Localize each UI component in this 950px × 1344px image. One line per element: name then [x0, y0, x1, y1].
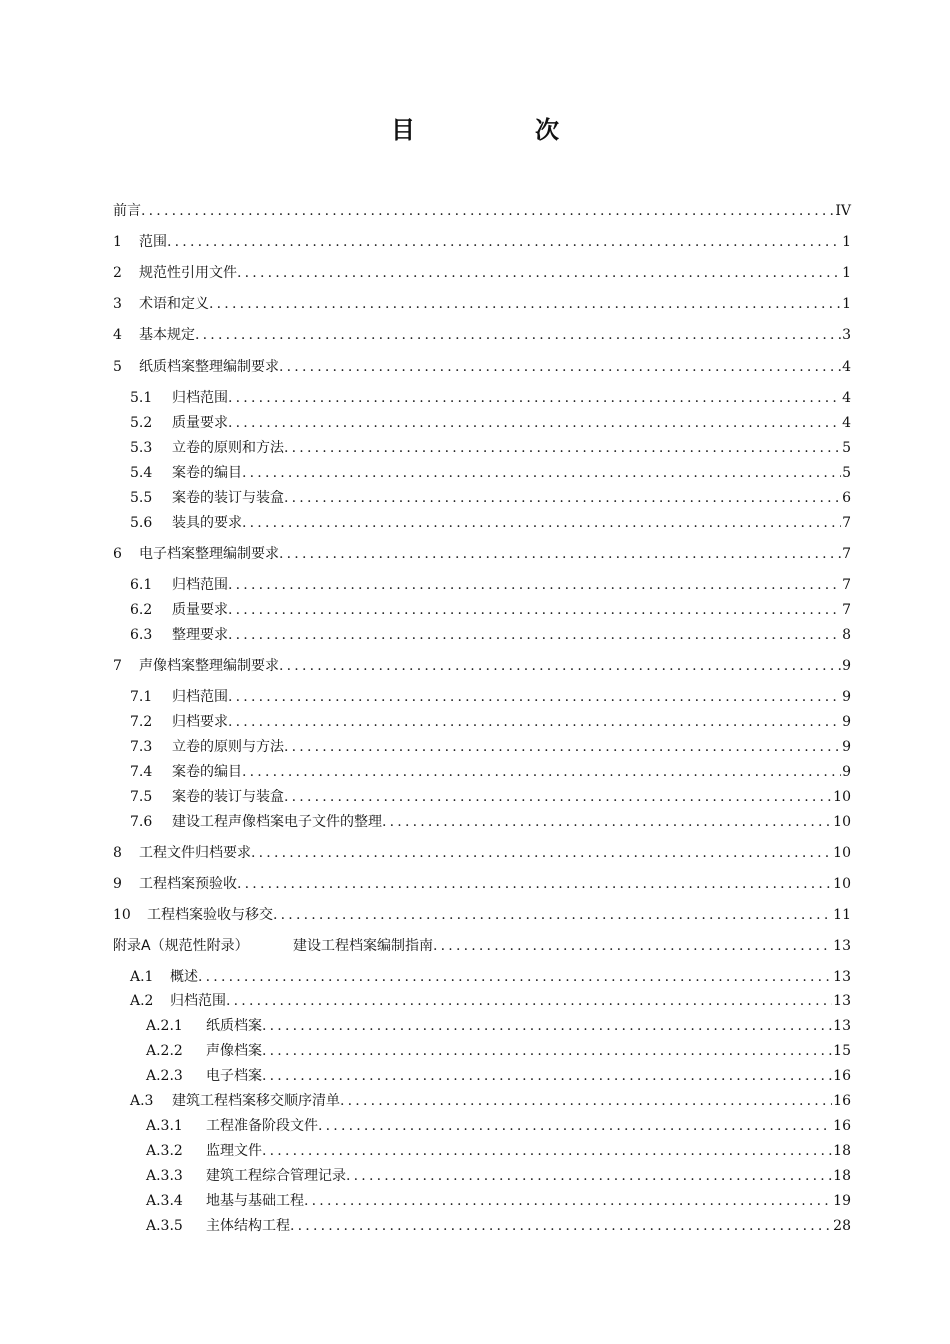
- toc-entry-page: 7: [842, 515, 851, 531]
- toc-entry-number: A.2: [130, 993, 154, 1009]
- toc-entry-page: 10: [833, 814, 851, 830]
- toc-leader-dots: [242, 761, 841, 783]
- toc-entry-page: 19: [833, 1193, 851, 1209]
- toc-entry-number: 7.5: [130, 789, 153, 805]
- toc-entry-number: 5.2: [130, 415, 153, 431]
- toc-entry-page: 6: [842, 490, 851, 506]
- toc-entry-title: 术语和定义: [139, 296, 209, 312]
- toc-leader-dots: [195, 324, 841, 346]
- toc-entry-number: 7.2: [130, 714, 153, 730]
- toc-leader-dots: [251, 842, 832, 864]
- toc-entry-title: 地基与基础工程: [206, 1193, 304, 1209]
- toc-leader-dots: [262, 1040, 832, 1062]
- toc-leader-dots: [382, 811, 832, 833]
- toc-entry-3[interactable]: [113, 293, 851, 315]
- toc-leader-dots: [284, 736, 841, 758]
- toc-entry-number: 9: [113, 876, 122, 892]
- toc-entry-title: 声像档案: [206, 1043, 262, 1059]
- toc-entry-appendix-a[interactable]: [113, 935, 851, 957]
- toc-entry-number: 附录A（规范性附录）: [113, 938, 249, 954]
- toc-entry-title: 建筑工程档案移交顺序清单: [172, 1093, 340, 1109]
- toc-entry-number: 5.3: [130, 440, 153, 456]
- toc-entry-page: 10: [833, 845, 851, 861]
- toc-entry-title: 归档要求: [172, 714, 228, 730]
- toc-entry-number: A.3.3: [146, 1168, 183, 1184]
- toc-entry-title: 规范性引用文件: [139, 265, 237, 281]
- toc-entry-title: 主体结构工程: [206, 1218, 290, 1234]
- toc-entry-page: 3: [842, 327, 851, 343]
- toc-entry-a-3-4[interactable]: [113, 1190, 851, 1212]
- toc-entry-page: 5: [842, 465, 851, 481]
- toc-entry-title: 基本规定: [139, 327, 195, 343]
- toc-entry-page: 11: [833, 907, 851, 923]
- toc-entry-number: 10: [113, 907, 131, 923]
- toc-leader-dots: [279, 655, 841, 677]
- toc-entry-preface[interactable]: [113, 200, 851, 222]
- toc-entry-title: 范围: [139, 234, 167, 250]
- toc-leader-dots: [279, 543, 841, 565]
- toc-entry-page: 16: [833, 1093, 851, 1109]
- toc-entry-title: 归档范围: [172, 390, 228, 406]
- toc-entry-page: 16: [833, 1068, 851, 1084]
- toc-entry-page: 7: [842, 602, 851, 618]
- toc-leader-dots: [346, 1165, 832, 1187]
- toc-leader-dots: [198, 966, 832, 988]
- toc-entry-number: A.3.5: [146, 1218, 183, 1234]
- toc-entry-page: 18: [833, 1143, 851, 1159]
- toc-entry-10[interactable]: [113, 904, 851, 926]
- toc-entry-title: 电子档案整理编制要求: [139, 546, 279, 562]
- toc-leader-dots: [284, 487, 841, 509]
- toc-entry-a-1[interactable]: [113, 966, 851, 988]
- toc-entry-number: 6.3: [130, 627, 153, 643]
- toc-entry-title: 工程文件归档要求: [139, 845, 251, 861]
- toc-entry-6-3[interactable]: [113, 624, 851, 646]
- toc-leader-dots: [228, 624, 841, 646]
- toc-leader-dots: [242, 512, 841, 534]
- toc-entry-number: A.3.1: [146, 1118, 183, 1134]
- toc-leader-dots: [228, 387, 841, 409]
- toc-entry-number: 5.6: [130, 515, 153, 531]
- toc-leader-dots: [209, 293, 841, 315]
- toc-entry-8[interactable]: [113, 842, 851, 864]
- toc-entry-title: 建筑工程综合管理记录: [206, 1168, 346, 1184]
- toc-leader-dots: [279, 356, 841, 378]
- toc-entry-page: 9: [842, 714, 851, 730]
- toc-entry-5-6[interactable]: [113, 512, 851, 534]
- toc-entry-number: 3: [113, 296, 122, 312]
- toc-entry-a-2[interactable]: [113, 990, 851, 1012]
- toc-entry-page: 9: [842, 764, 851, 780]
- toc-leader-dots: [228, 412, 841, 434]
- toc-entry-7-4[interactable]: [113, 761, 851, 783]
- toc-entry-number: 2: [113, 265, 122, 281]
- toc-leader-dots: [340, 1090, 832, 1112]
- toc-entry-a-3-2[interactable]: [113, 1140, 851, 1162]
- toc-entry-number: 6: [113, 546, 122, 562]
- toc-entry-title: 案卷的编目: [172, 764, 242, 780]
- toc-entry-7-5[interactable]: [113, 786, 851, 808]
- toc-entry-5-3[interactable]: [113, 437, 851, 459]
- toc-entry-number: 5.5: [130, 490, 153, 506]
- toc-entry-page: 9: [842, 658, 851, 674]
- toc-leader-dots: [228, 686, 841, 708]
- toc-entry-title: 整理要求: [172, 627, 228, 643]
- toc-entry-title: 案卷的编目: [172, 465, 242, 481]
- toc-entry-page: 4: [842, 390, 851, 406]
- toc-entry-title: 电子档案: [206, 1068, 262, 1084]
- toc-entry-number: 6.2: [130, 602, 153, 618]
- toc-entry-number: A.3: [130, 1093, 154, 1109]
- toc-entry-number: A.1: [130, 969, 154, 985]
- toc-entry-title: 案卷的装订与装盒: [172, 490, 284, 506]
- toc-leader-dots: [167, 231, 841, 253]
- toc-entry-title: 纸质档案: [206, 1018, 262, 1034]
- toc-entry-number: 6.1: [130, 577, 153, 593]
- toc-entry-title: 归档范围: [172, 577, 228, 593]
- toc-entry-title: 归档范围: [172, 689, 228, 705]
- toc-entry-page: 1: [842, 296, 851, 312]
- toc-entry-5-1[interactable]: [113, 387, 851, 409]
- toc-entry-number: A.2.2: [146, 1043, 183, 1059]
- toc-entry-page: 10: [833, 789, 851, 805]
- toc-leader-dots: [237, 873, 832, 895]
- toc-entry-title: 质量要求: [172, 415, 228, 431]
- toc-leader-dots: [284, 786, 832, 808]
- toc-entry-number: 8: [113, 845, 122, 861]
- toc-entry-number: A.3.4: [146, 1193, 183, 1209]
- toc-leader-dots: [262, 1065, 832, 1087]
- toc-entry-number: 7.3: [130, 739, 153, 755]
- toc-leader-dots: [226, 990, 832, 1012]
- toc-entry-page: 9: [842, 739, 851, 755]
- toc-entry-number: A.2.1: [146, 1018, 183, 1034]
- toc-entry-page: 7: [842, 546, 851, 562]
- toc-leader-dots: [284, 437, 841, 459]
- toc-leader-dots: [262, 1015, 832, 1037]
- toc-leader-dots: [141, 200, 834, 222]
- toc-entry-number: A.2.3: [146, 1068, 183, 1084]
- toc-entry-title: 声像档案整理编制要求: [139, 658, 279, 674]
- toc-leader-dots: [262, 1140, 832, 1162]
- toc-entry-page: 10: [833, 876, 851, 892]
- toc-entry-page: 1: [842, 234, 851, 250]
- toc-entry-7-3[interactable]: [113, 736, 851, 758]
- toc-entry-number: 7.4: [130, 764, 153, 780]
- toc-entry-4[interactable]: [113, 324, 851, 346]
- toc-entry-a-3-1[interactable]: [113, 1115, 851, 1137]
- toc-entry-number: 5.4: [130, 465, 153, 481]
- toc-entry-page: 4: [842, 359, 851, 375]
- toc-entry-a-3[interactable]: [113, 1090, 851, 1112]
- toc-leader-dots: [228, 711, 841, 733]
- toc-entry-page: 13: [833, 1018, 851, 1034]
- toc-entry-page: IV: [835, 203, 851, 219]
- toc-entry-5-2[interactable]: [113, 412, 851, 434]
- toc-leader-dots: [273, 904, 832, 926]
- toc-entry-title: 建设工程声像档案电子文件的整理: [172, 814, 382, 830]
- toc-entry-title: 装具的要求: [172, 515, 242, 531]
- toc-entry-title: 案卷的装订与装盒: [172, 789, 284, 805]
- page-title: 目 次: [391, 116, 607, 144]
- toc-leader-dots: [433, 935, 832, 957]
- toc-entry-number: A.3.2: [146, 1143, 183, 1159]
- toc-entry-title: 质量要求: [172, 602, 228, 618]
- toc-entry-page: 5: [842, 440, 851, 456]
- toc-entry-title: 概述: [170, 969, 198, 985]
- toc-entry-number: 7: [113, 658, 122, 674]
- toc-entry-number: 7.6: [130, 814, 153, 830]
- toc-entry-5-5[interactable]: [113, 487, 851, 509]
- toc-entry-title: 纸质档案整理编制要求: [139, 359, 279, 375]
- toc-entry-page: 18: [833, 1168, 851, 1184]
- toc-entry-a-2-1[interactable]: [113, 1015, 851, 1037]
- toc-entry-title: 归档范围: [170, 993, 226, 1009]
- toc-entry-title: 建设工程档案编制指南: [293, 938, 433, 954]
- toc-entry-1[interactable]: [113, 231, 851, 253]
- toc-leader-dots: [304, 1190, 832, 1212]
- toc-entry-page: 4: [842, 415, 851, 431]
- toc-entry-6[interactable]: [113, 543, 851, 565]
- toc-entry-9[interactable]: [113, 873, 851, 895]
- toc-entry-a-2-2[interactable]: [113, 1040, 851, 1062]
- toc-entry-7[interactable]: [113, 655, 851, 677]
- toc-leader-dots: [290, 1215, 832, 1237]
- toc-leader-dots: [318, 1115, 832, 1137]
- toc-entry-page: 13: [833, 993, 851, 1009]
- toc-leader-dots: [228, 574, 841, 596]
- toc-entry-7-6[interactable]: [113, 811, 851, 833]
- toc-entry-5[interactable]: [113, 356, 851, 378]
- toc-entry-7-1[interactable]: [113, 686, 851, 708]
- toc-entry-5-4[interactable]: [113, 462, 851, 484]
- toc-entry-page: 13: [833, 969, 851, 985]
- toc-leader-dots: [237, 262, 841, 284]
- toc-entry-title: 立卷的原则和方法: [172, 440, 284, 456]
- toc-entry-page: 1: [842, 265, 851, 281]
- toc-entry-a-3-5[interactable]: [113, 1215, 851, 1237]
- toc-entry-a-2-3[interactable]: [113, 1065, 851, 1087]
- toc-entry-number: 4: [113, 327, 122, 343]
- toc-entry-title: 工程档案预验收: [139, 876, 237, 892]
- toc-entry-7-2[interactable]: [113, 711, 851, 733]
- toc-entry-number: 1: [113, 234, 122, 250]
- toc-entry-title: 监理文件: [206, 1143, 262, 1159]
- toc-entry-2[interactable]: [113, 262, 851, 284]
- toc-entry-number: 7.1: [130, 689, 153, 705]
- toc-entry-number: 5: [113, 359, 122, 375]
- toc-entry-page: 28: [833, 1218, 851, 1234]
- toc-entry-page: 8: [842, 627, 851, 643]
- toc-entry-6-1[interactable]: [113, 574, 851, 596]
- toc-entry-page: 13: [833, 938, 851, 954]
- toc-entry-page: 15: [833, 1043, 851, 1059]
- toc-entry-number: 5.1: [130, 390, 153, 406]
- toc-entry-a-3-3[interactable]: [113, 1165, 851, 1187]
- toc-entry-title: 立卷的原则与方法: [172, 739, 284, 755]
- toc-entry-title: 工程准备阶段文件: [206, 1118, 318, 1134]
- toc-entry-page: 7: [842, 577, 851, 593]
- toc-entry-title: 工程档案验收与移交: [147, 907, 273, 923]
- toc-entry-title: 前言: [113, 203, 141, 219]
- toc-leader-dots: [242, 462, 841, 484]
- toc-leader-dots: [228, 599, 841, 621]
- toc-entry-page: 9: [842, 689, 851, 705]
- toc-entry-page: 16: [833, 1118, 851, 1134]
- toc-entry-6-2[interactable]: [113, 599, 851, 621]
